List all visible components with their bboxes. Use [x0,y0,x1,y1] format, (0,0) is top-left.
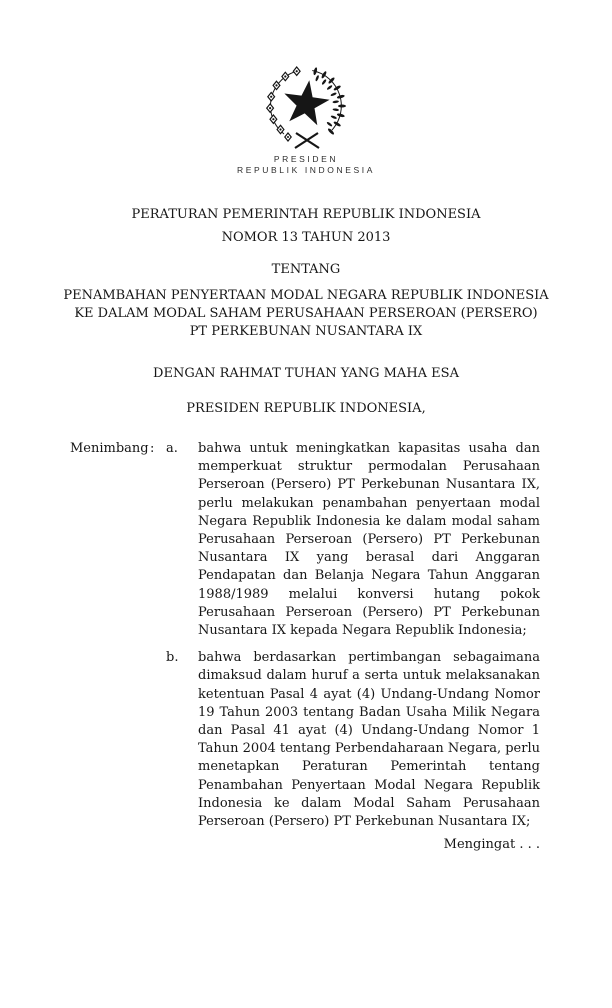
star-wreath-emblem-icon [258,64,354,152]
item-letter-b: b. [166,650,179,666]
considering-item-b [70,649,540,831]
presidential-emblem [0,64,612,176]
considering-colon: : [150,441,155,456]
subject-line-2: KE DALAM MODAL SAHAM PERUSAHAAN PERSEROAN (PERSERO) [74,306,538,321]
considering-section [70,440,540,840]
regulation-heading: PERATURAN PEMERINTAH REPUBLIK INDONESIA [131,207,481,222]
considering-item-a [70,440,540,640]
catchword-mengingat: Mengingat . . . [443,837,540,852]
item-letter-a: a. [166,441,178,456]
item-text-a: bahwa untuk meningkatkan kapasitas usaha dan memperkuat struktur permodalan Perusahaan Perseroan (Persero) PT Perkebunan Nusantara IX, perlu melakukan penambahan penyertaan modal Negara Republik Indonesia ke dalam modal saham Perusahaan Perseroan (Persero) PT Perkebunan Nusantara IX yang berasal dari Anggaran Pendapatan dan Belanja Negara Tahun Anggaran 1988/1989 melalui konversi hutang pokok Perusahaan Perseroan (Persero) PT Perkebunan Nusantara IX kepada Negara Republik Indonesia; [198,441,540,639]
subject-line-1: PENAMBAHAN PENYERTAAN MODAL NEGARA REPUBLIK INDONESIA [63,288,549,303]
emblem-caption-line1: PRESIDEN [273,154,339,164]
item-text-b: bahwa berdasarkan pertimbangan sebagaimana dimaksud dalam huruf a serta untuk melaksanakan ketentuan Pasal 4 ayat (4) Undang-Undang Nomor 19 Tahun 2003 tentang Badan Usaha Milik Negara dan Pasal 41 ayat (4) Undang-Undang Nomor 1 Tahun 2004 tentang Perbendaharaan Negara, perlu menetapkan Peraturan Pemerintah tentang Penambahan Penyertaan Modal Negara Republik Indonesia ke dalam Modal Saham Perusahaan Perseroan (Persero) PT Perkebunan Nusantara IX; [198,650,540,830]
subject-line-3: PT PERKEBUNAN NUSANTARA IX [189,324,423,339]
emblem-caption-line2: REPUBLIK INDONESIA [237,165,375,175]
about-label: TENTANG [271,262,341,277]
invocation-line: DENGAN RAHMAT TUHAN YANG MAHA ESA [153,366,459,381]
regulation-subject [0,287,612,341]
authority-line: PRESIDEN REPUBLIK INDONESIA, [186,401,426,416]
considering-label: Menimbang [70,441,149,456]
regulation-number: NOMOR 13 TAHUN 2013 [221,230,391,245]
emblem-caption [237,154,375,176]
